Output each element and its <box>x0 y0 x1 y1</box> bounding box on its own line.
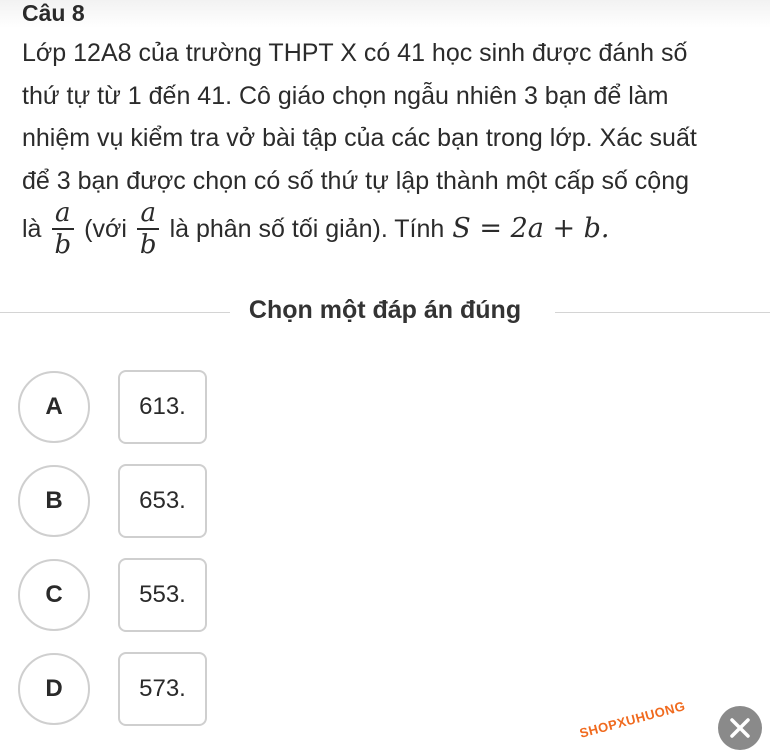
math-prefix: là <box>22 214 42 243</box>
question-math-line <box>22 198 762 260</box>
watermark: SHOPXUHUONG <box>577 698 687 741</box>
fraction-a-over-b <box>51 199 74 259</box>
option-c-letter-button[interactable]: C <box>18 559 90 631</box>
fraction-numerator: a <box>55 198 71 228</box>
fraction-denominator: b <box>54 230 72 260</box>
option-d-answer-box[interactable]: 573. <box>118 652 207 726</box>
answer-prompt: Chọn một đáp án đúng <box>248 296 522 324</box>
math-mid-open: (với <box>84 214 127 243</box>
question-line: để 3 bạn được chọn có số thứ tự lập thành một cấp số cộng <box>22 166 690 195</box>
fraction-a-over-b <box>137 199 160 259</box>
question-line: Lớp 12A8 của trường THPT X có 41 học sinh được đánh số <box>22 39 688 67</box>
close-button[interactable] <box>718 706 762 750</box>
close-icon <box>727 715 753 741</box>
formula: S = 2a + b. <box>452 212 610 244</box>
question-title: Câu 8 <box>22 0 85 26</box>
option-b-answer-box[interactable]: 653. <box>118 464 207 538</box>
math-mid-close: là phân số tối giản). Tính <box>169 214 445 243</box>
option-a-answer-box[interactable]: 613. <box>118 370 207 444</box>
fraction-denominator: b <box>139 230 157 260</box>
option-b-letter-button[interactable]: B <box>18 465 90 537</box>
question-text <box>22 32 762 260</box>
option-a-letter-button[interactable]: A <box>18 371 90 443</box>
option-d-letter-button[interactable]: D <box>18 653 90 725</box>
question-line: nhiệm vụ kiểm tra vở bài tập của các bạn trong lớp. Xác suất <box>22 124 697 152</box>
question-line: thứ tự từ 1 đến 41. Cô giáo chọn ngẫu nhiên 3 bạn để làm <box>22 81 669 110</box>
fraction-numerator: a <box>140 198 156 228</box>
option-c-answer-box[interactable]: 553. <box>118 558 207 632</box>
top-band <box>0 0 770 28</box>
